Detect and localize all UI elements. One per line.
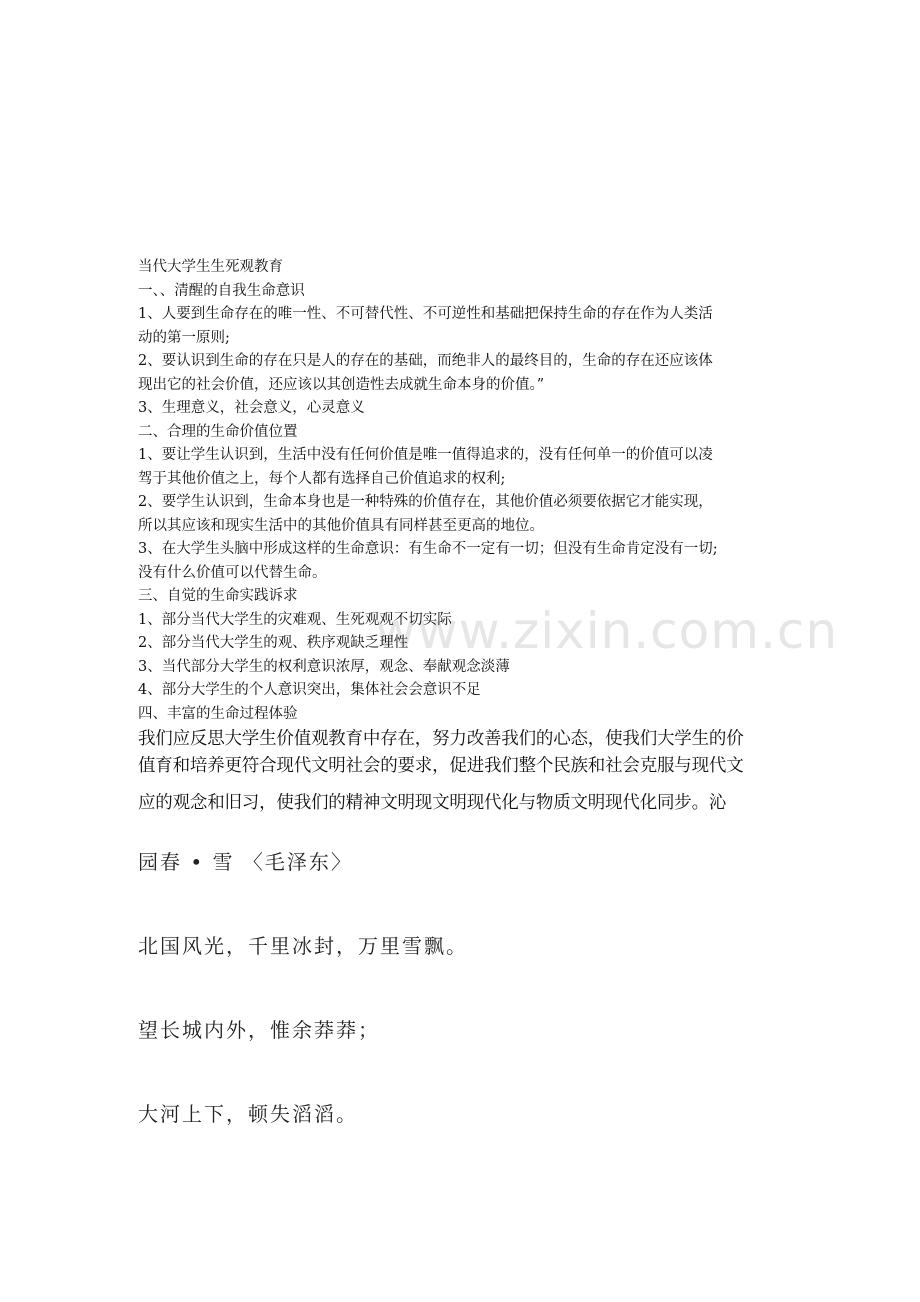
paragraph-line: 应的观念和旧习，使我们的精神文明现文明现代化与物质文明现代化同步。沁 <box>138 793 727 813</box>
text-line: 3、当代部分大学生的权利意识浓厚，观念、奉献观念淡薄 <box>138 658 510 675</box>
text-line: 所以其应该和现实生活中的其他价值具有同样甚至更高的地位。 <box>138 517 544 534</box>
text-line: 4、部分大学生的个人意识突出，集体社会会意识不足 <box>138 682 481 698</box>
poem-title: 园春 • 雪 〈毛泽东〉 <box>138 850 353 874</box>
text-line: 二、合理的生命价值位置 <box>138 423 298 440</box>
text-line: 一、、清醒的自我生命意识 <box>138 282 305 299</box>
text-line: 2、要认识到生命的存在只是人的存在的基础，而绝非人的最终目的，生命的存在还应该体 <box>138 353 713 369</box>
poem-line: 大河上下，顿失滔滔。 <box>138 1102 358 1126</box>
watermark-text: www.zixin.com.cn <box>375 602 839 660</box>
text-line: 3、在大学生头脑中形成这样的生命意识：有生命不一定有一切；但没有生命肯定没有一切; <box>138 541 718 557</box>
paragraph-line: 值育和培养更符合现代文明社会的要求，促进我们整个民族和社会克服与现代文 <box>138 756 744 776</box>
text-line: 动的第一原则; <box>138 329 230 346</box>
text-line: 1、人要到生命存在的唯一性、不可替代性、不可逆性和基础把保持生命的存在作为人类活 <box>138 306 713 322</box>
text-line: 1、要让学生认识到，生活中没有任何价值是唯一值得追求的，没有任何单一的价值可以凌 <box>138 447 713 463</box>
paragraph-line: 我们应反思大学生价值观教育中存在，努力改善我们的心态，使我们大学生的价 <box>138 729 744 749</box>
text-line: 3、生理意义，社会意义，心灵意义 <box>138 400 365 416</box>
text-line: 2、要学生认识到，生命本身也是一种特殊的价值存在，其他价值必须要依据它才能实现， <box>138 494 713 510</box>
text-line: 驾于其他价值之上，每个人都有选择自己价值追求的权利; <box>138 470 506 487</box>
poem-line: 北国风光，千里冰封，万里雪飘。 <box>138 934 468 958</box>
text-line: 2、部分当代大学生的观、秩序观缺乏理性 <box>138 635 409 651</box>
text-line: 三、自觉的生命实践诉求 <box>138 588 298 604</box>
text-line: 1、部分当代大学生的灾难观、生死观观不切实际 <box>138 611 452 628</box>
document-body <box>138 256 788 817</box>
document-title: 当代大学生生死观教育 <box>138 259 283 275</box>
text-line: 现出它的社会价值，还应该以其创造性去成就生命本身的价值。” <box>138 376 545 393</box>
text-line: 没有什么价值可以代替生命。 <box>138 564 327 581</box>
text-line: 四、丰富的生命过程体验 <box>138 705 298 722</box>
poem-line: 望长城内外，惟余莽莽； <box>138 1018 380 1042</box>
